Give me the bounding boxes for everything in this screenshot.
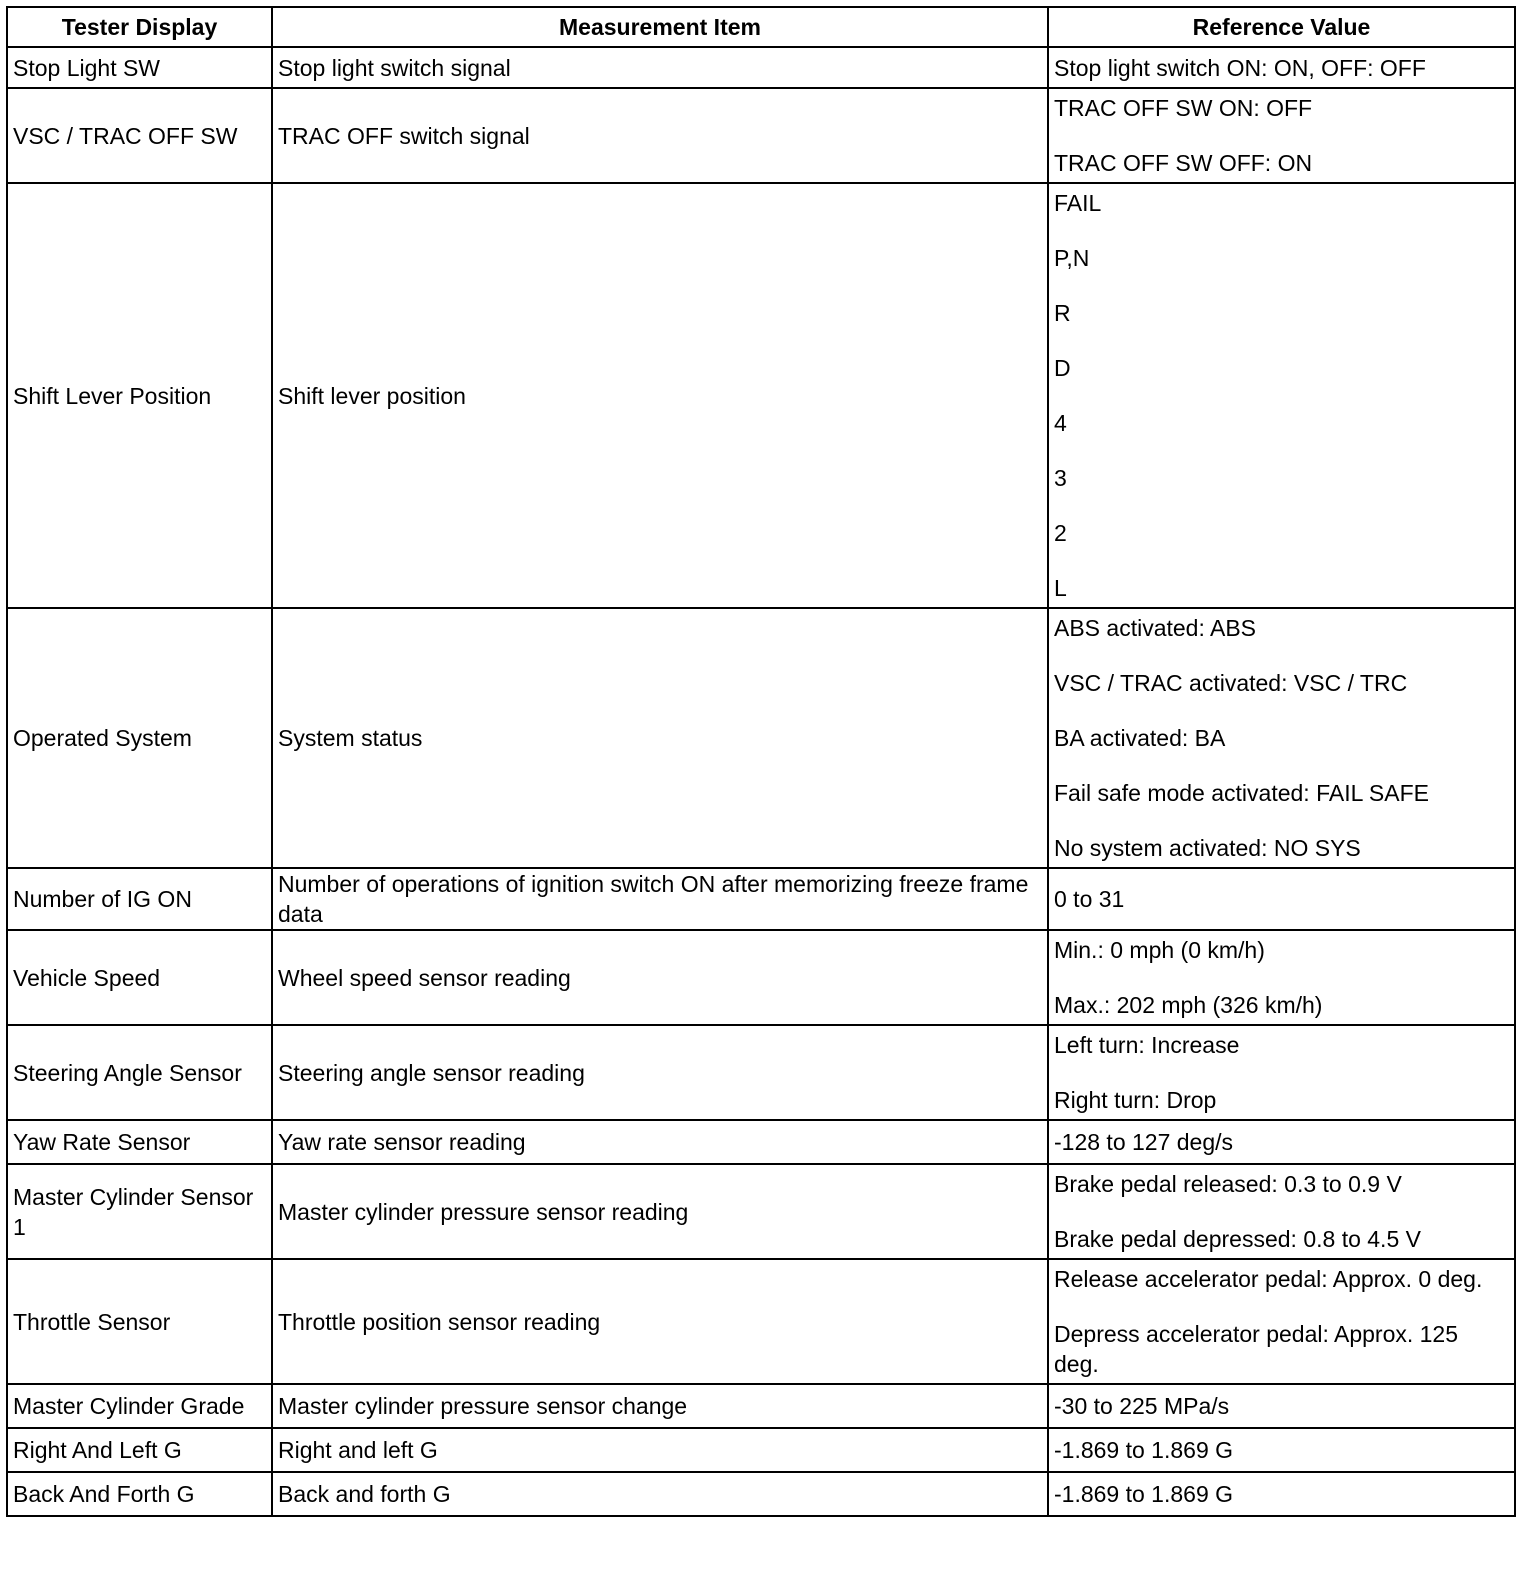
table-row <box>7 608 1515 868</box>
tester-display-cell: Master Cylinder Grade <box>7 1384 272 1428</box>
reference-value-line: -30 to 225 MPa/s <box>1054 1393 1230 1419</box>
reference-value-line: -128 to 127 deg/s <box>1054 1129 1234 1155</box>
reference-value-line: 4 <box>1054 410 1067 436</box>
table-row <box>7 1259 1515 1384</box>
tester-display-cell: Yaw Rate Sensor <box>7 1120 272 1164</box>
reference-value-line: TRAC OFF SW OFF: ON <box>1054 150 1313 176</box>
measurement-item-cell: Stop light switch signal <box>272 47 1048 88</box>
reference-value-line: 0 to 31 <box>1054 886 1125 912</box>
table-row <box>7 1164 1515 1259</box>
reference-value-line: Max.: 202 mph (326 km/h) <box>1054 992 1323 1018</box>
reference-value-cell <box>1048 1428 1515 1472</box>
reference-value-line: 2 <box>1054 520 1067 546</box>
reference-value-line: -1.869 to 1.869 G <box>1054 1481 1234 1507</box>
reference-value-line: TRAC OFF SW ON: OFF <box>1054 95 1313 121</box>
reference-value-cell <box>1048 183 1515 608</box>
header-measurement-item: Measurement Item <box>272 7 1048 47</box>
tester-display-cell: VSC / TRAC OFF SW <box>7 88 272 183</box>
reference-value-line: Depress accelerator pedal: Approx. 125 deg. <box>1054 1321 1459 1377</box>
reference-value-cell <box>1048 1472 1515 1516</box>
table-row <box>7 47 1515 88</box>
table-row <box>7 1472 1515 1516</box>
reference-table-wrapper <box>6 6 1516 1517</box>
measurement-item-cell: Steering angle sensor reading <box>272 1025 1048 1120</box>
reference-value-line: Right turn: Drop <box>1054 1087 1217 1113</box>
reference-value-line: Left turn: Increase <box>1054 1032 1240 1058</box>
measurement-item-cell: Wheel speed sensor reading <box>272 930 1048 1025</box>
table-row <box>7 1025 1515 1120</box>
tester-display-cell: Operated System <box>7 608 272 868</box>
tester-display-cell: Back And Forth G <box>7 1472 272 1516</box>
reference-value-line: L <box>1054 575 1067 601</box>
reference-value-line: Stop light switch ON: ON, OFF: OFF <box>1054 54 1426 81</box>
measurement-item-cell: Right and left G <box>272 1428 1048 1472</box>
reference-value-line: Release accelerator pedal: Approx. 0 deg. <box>1054 1266 1483 1292</box>
reference-value-cell <box>1048 608 1515 868</box>
reference-value-cell <box>1048 1025 1515 1120</box>
measurement-item-cell: System status <box>272 608 1048 868</box>
measurement-item-cell: Master cylinder pressure sensor change <box>272 1384 1048 1428</box>
reference-value-line: No system activated: NO SYS <box>1054 835 1361 861</box>
table-row <box>7 1428 1515 1472</box>
measurement-item-cell: TRAC OFF switch signal <box>272 88 1048 183</box>
reference-value-cell <box>1048 1120 1515 1164</box>
reference-value-cell <box>1048 47 1515 88</box>
measurement-item-cell: Throttle position sensor reading <box>272 1259 1048 1384</box>
data-list-table <box>6 6 1516 1517</box>
reference-value-line: Brake pedal depressed: 0.8 to 4.5 V <box>1054 1226 1421 1252</box>
reference-value-line: BA activated: BA <box>1054 725 1226 751</box>
reference-value-line: -1.869 to 1.869 G <box>1054 1437 1234 1463</box>
reference-value-line: Min.: 0 mph (0 km/h) <box>1054 937 1265 963</box>
reference-value-cell <box>1048 88 1515 183</box>
reference-value-cell <box>1048 1259 1515 1384</box>
reference-value-cell <box>1048 1384 1515 1428</box>
measurement-item-cell: Back and forth G <box>272 1472 1048 1516</box>
table-row <box>7 183 1515 608</box>
reference-value-line: D <box>1054 355 1071 381</box>
measurement-item-cell: Number of operations of ignition switch ON after memorizing freeze frame data <box>272 868 1048 930</box>
tester-display-cell: Shift Lever Position <box>7 183 272 608</box>
measurement-item-cell: Shift lever position <box>272 183 1048 608</box>
measurement-item-cell: Yaw rate sensor reading <box>272 1120 1048 1164</box>
table-row <box>7 868 1515 930</box>
reference-value-cell <box>1048 1164 1515 1259</box>
table-row <box>7 1120 1515 1164</box>
reference-value-cell <box>1048 868 1515 930</box>
header-reference-value: Reference Value <box>1048 7 1515 47</box>
reference-value-line: Brake pedal released: 0.3 to 0.9 V <box>1054 1171 1402 1197</box>
table-row <box>7 930 1515 1025</box>
table-row <box>7 1384 1515 1428</box>
reference-value-line: R <box>1054 300 1071 326</box>
tester-display-cell: Steering Angle Sensor <box>7 1025 272 1120</box>
tester-display-cell: Right And Left G <box>7 1428 272 1472</box>
reference-value-cell <box>1048 930 1515 1025</box>
header-row <box>7 7 1515 47</box>
tester-display-cell: Throttle Sensor <box>7 1259 272 1384</box>
measurement-item-cell: Master cylinder pressure sensor reading <box>272 1164 1048 1259</box>
tester-display-cell: Master Cylinder Sensor 1 <box>7 1164 272 1259</box>
tester-display-cell: Vehicle Speed <box>7 930 272 1025</box>
reference-value-line: P,N <box>1054 245 1090 271</box>
reference-value-line: 3 <box>1054 465 1067 491</box>
reference-value-line: VSC / TRAC activated: VSC / TRC <box>1054 670 1408 696</box>
tester-display-cell: Number of IG ON <box>7 868 272 930</box>
reference-value-line: Fail safe mode activated: FAIL SAFE <box>1054 780 1429 806</box>
table-row <box>7 88 1515 183</box>
reference-value-line: FAIL <box>1054 190 1102 216</box>
tester-display-cell: Stop Light SW <box>7 47 272 88</box>
reference-value-line: ABS activated: ABS <box>1054 615 1257 641</box>
header-tester-display: Tester Display <box>7 7 272 47</box>
